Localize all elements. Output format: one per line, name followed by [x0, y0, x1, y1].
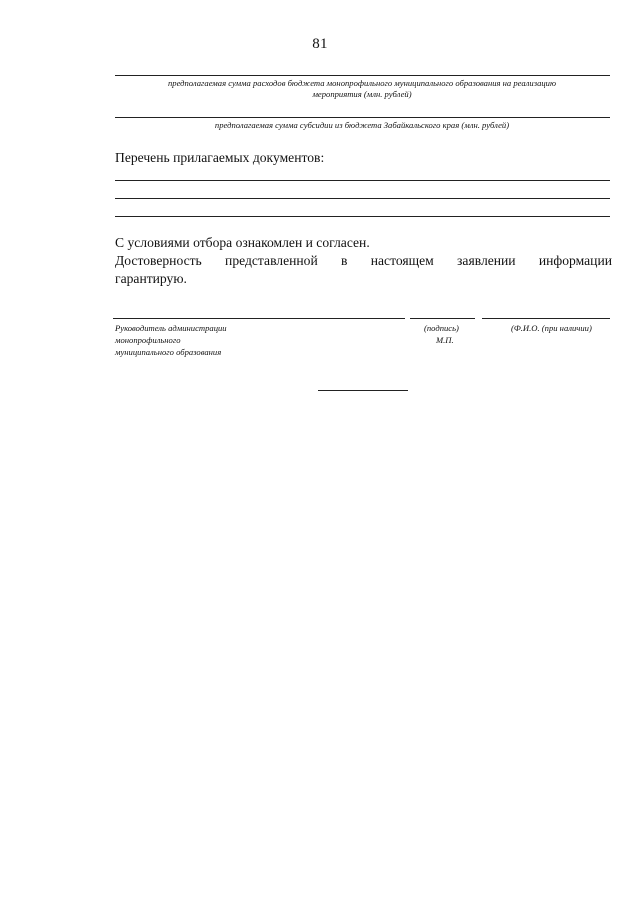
statement-line-1: С условиями отбора ознакомлен и согласен.: [115, 235, 370, 250]
expenses-field-line: [115, 75, 610, 76]
name-label: (Ф.И.О. (при наличии): [511, 323, 592, 333]
statement-line-3: гарантирую.: [115, 271, 187, 286]
position-label-line2: монопрофильного: [115, 335, 181, 345]
expenses-caption-line2: мероприятия (млн. рублей): [312, 89, 412, 99]
subsidy-caption: предполагаемая сумма субсидии из бюджета Забайкальского края (млн. рублей): [214, 120, 510, 130]
stamp-label: М.П.: [436, 335, 454, 345]
documents-line-1: [115, 180, 610, 181]
subsidy-field-line: [115, 117, 610, 118]
position-label-line1: Руководитель администрации: [115, 323, 227, 333]
documents-line-3: [115, 216, 610, 217]
statement-line-2: Достоверность представленной в настоящем заявлении информации: [115, 253, 612, 268]
page-number: 81: [312, 36, 328, 52]
end-separator: [318, 390, 408, 391]
documents-heading: Перечень прилагаемых документов:: [115, 150, 325, 165]
documents-line-2: [115, 198, 610, 199]
position-signature-line: [113, 318, 405, 319]
position-label-line3: муниципального образования: [115, 347, 222, 357]
signature-line: [410, 318, 475, 319]
signature-label: (подпись): [424, 323, 459, 333]
expenses-caption-line1: предполагаемая сумма расходов бюджета монопрофильного муниципального образования на реализацию: [167, 78, 557, 88]
name-line: [482, 318, 610, 319]
